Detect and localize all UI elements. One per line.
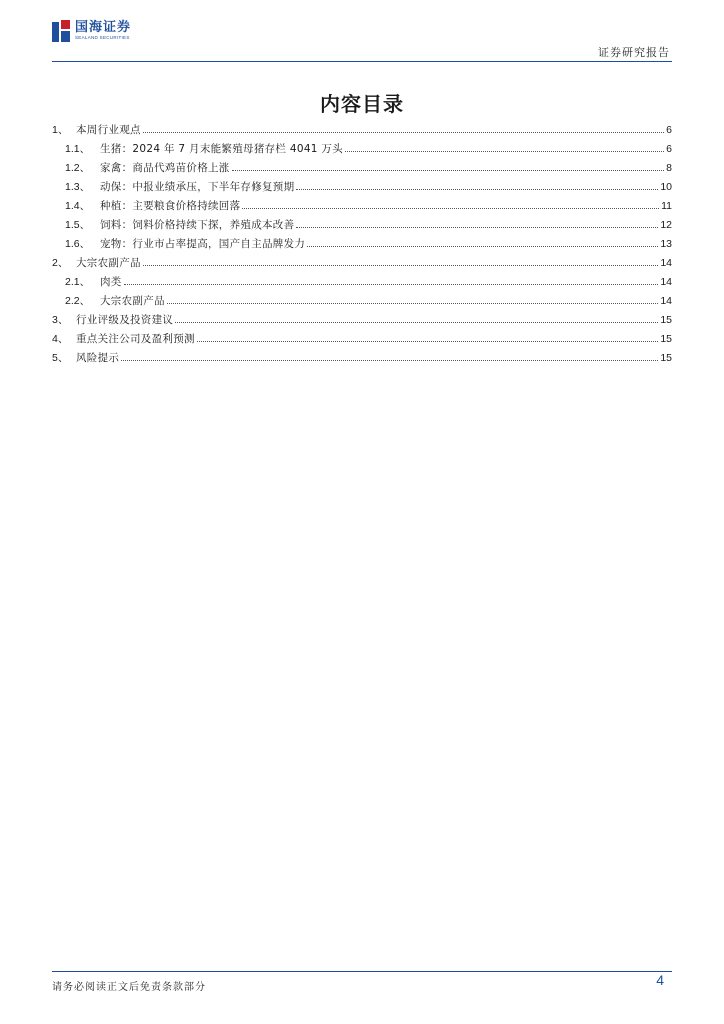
toc-entry-title: 大宗农副产品 (100, 295, 165, 307)
toc-leader-dots (242, 207, 659, 209)
toc-entry[interactable] (52, 159, 672, 178)
toc-entry-page: 6 (666, 124, 672, 136)
toc-entry-page: 14 (660, 276, 672, 288)
toc-entry[interactable] (52, 140, 672, 159)
toc-leader-dots (197, 340, 659, 342)
toc-entry[interactable] (52, 292, 672, 311)
toc-leader-dots (175, 321, 658, 323)
toc-entry-page: 10 (660, 181, 672, 193)
toc-entry-title: 生猪：2024 年 7 月末能繁殖母猪存栏 4041 万头 (100, 143, 344, 155)
toc-entry[interactable] (52, 197, 672, 216)
toc-entry-number: 2.1、 (65, 276, 91, 288)
toc-leader-dots (296, 188, 658, 190)
toc-leader-dots (143, 131, 664, 133)
toc-leader-dots (307, 245, 658, 247)
toc-entry[interactable] (52, 178, 672, 197)
logo-mark-icon (52, 20, 70, 42)
toc-title: 内容目录 (320, 92, 404, 116)
toc-entry[interactable] (52, 330, 672, 349)
toc-leader-dots (232, 169, 665, 171)
toc-entry-number: 2.2、 (65, 295, 91, 307)
page-number: 4 (656, 972, 664, 988)
toc-entry-number: 4、 (52, 333, 69, 345)
toc-entry-title: 大宗农副产品 (76, 257, 141, 269)
toc-entry-page: 12 (660, 219, 672, 231)
logo-name-en: SEALAND SECURITIES (75, 35, 130, 41)
toc-leader-dots (143, 264, 659, 266)
toc-entry[interactable] (52, 216, 672, 235)
toc-entry[interactable] (52, 235, 672, 254)
toc-entry[interactable] (52, 349, 672, 368)
header-divider (52, 61, 672, 62)
toc-leader-dots (345, 150, 664, 152)
toc-entry-title: 种植：主要粮食价格持续回落 (100, 200, 241, 212)
toc-entry-title: 本周行业观点 (76, 124, 141, 136)
toc-entry-title: 宠物：行业市占率提高，国产自主品牌发力 (100, 238, 306, 250)
toc-leader-dots (121, 359, 658, 361)
toc-entry[interactable] (52, 121, 672, 140)
toc-entry-number: 2、 (52, 257, 69, 269)
toc-entry-page: 15 (660, 333, 672, 345)
toc-entry-number: 3、 (52, 314, 69, 326)
toc-entry-page: 8 (666, 162, 672, 174)
toc-leader-dots (124, 283, 659, 285)
toc-entry-page: 14 (660, 295, 672, 307)
logo-name-cn: 国海证券 (75, 20, 132, 36)
toc-entry-title: 动保：中报业绩承压，下半年存修复预期 (100, 181, 295, 193)
toc-entry-title: 风险提示 (76, 352, 120, 364)
toc-entry-number: 5、 (52, 352, 69, 364)
toc-entry-number: 1.4、 (65, 200, 91, 212)
toc-entry-page: 6 (666, 143, 672, 155)
table-of-contents (52, 121, 672, 368)
footer-divider (52, 971, 672, 972)
toc-entry-page: 15 (660, 352, 672, 364)
toc-entry-number: 1.5、 (65, 219, 91, 231)
toc-entry[interactable] (52, 311, 672, 330)
toc-entry-number: 1、 (52, 124, 69, 136)
toc-entry[interactable] (52, 273, 672, 292)
toc-entry-number: 1.6、 (65, 238, 91, 250)
toc-entry-title: 家禽：商品代鸡苗价格上涨 (100, 162, 230, 174)
toc-entry-page: 15 (660, 314, 672, 326)
disclaimer-note: 请务必阅读正文后免责条款部分 (52, 982, 206, 993)
toc-entry[interactable] (52, 254, 672, 273)
toc-entry-title: 重点关注公司及盈利预测 (76, 333, 195, 345)
toc-entry-number: 1.3、 (65, 181, 91, 193)
toc-entry-number: 1.2、 (65, 162, 91, 174)
report-type-label: 证券研究报告 (598, 46, 670, 59)
toc-entry-title: 肉类 (100, 276, 122, 288)
toc-entry-number: 1.1、 (65, 143, 91, 155)
toc-leader-dots (167, 302, 659, 304)
company-logo (52, 20, 131, 42)
toc-entry-page: 11 (661, 200, 672, 212)
toc-leader-dots (296, 226, 658, 228)
toc-entry-page: 14 (660, 257, 672, 269)
toc-entry-title: 饲料：饲料价格持续下探，养殖成本改善 (100, 219, 295, 231)
toc-entry-page: 13 (660, 238, 672, 250)
toc-entry-title: 行业评级及投资建议 (76, 314, 174, 326)
